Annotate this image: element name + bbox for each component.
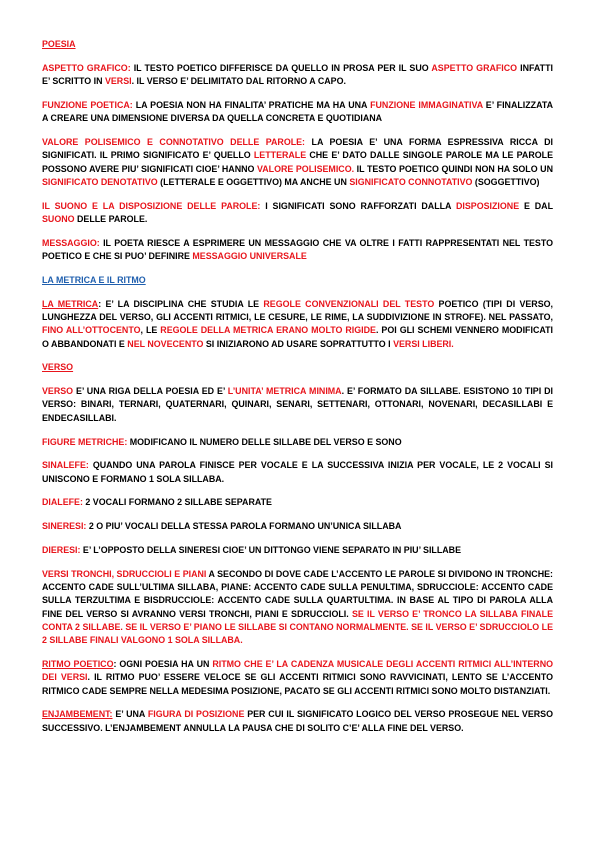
text-segment: . IL RITMO PUO’ ESSERE VELOCE SE GLI ACCENTI RITMICI SONO RAVVICINATI, LENTO SE L’ACCENTO RITMICO CADE SEMPRE NELLA MEDESIMA POSIZIONE, PACATO SE GLI ACCENTI RITMICI SONO MOLTO DISTANZIATI. bbox=[42, 672, 553, 696]
paragraph-sineresi bbox=[42, 520, 553, 533]
text-segment: SINALEFE: bbox=[42, 460, 89, 471]
text-segment: FIGURA DI POSIZIONE bbox=[147, 709, 245, 720]
text-segment: LA METRICA bbox=[42, 298, 99, 309]
text-segment: ASPETTO GRAFICO bbox=[431, 62, 518, 73]
text-segment: VERSO bbox=[42, 362, 74, 373]
paragraph-figure-metriche bbox=[42, 436, 553, 449]
text-segment: IL SUONO E LA DISPOSIZIONE DELLE PAROLE: bbox=[42, 200, 261, 211]
text-segment: VERSI LIBERI. bbox=[393, 338, 454, 349]
text-segment: SIGNIFICATO CONNOTATIVO bbox=[349, 176, 473, 187]
text-segment: SINERESI: bbox=[42, 521, 87, 532]
text-segment: DISPOSIZIONE bbox=[456, 200, 520, 211]
text-segment: LA POESIA NON HA FINALITA’ PRATICHE MA HA UNA bbox=[132, 99, 371, 110]
text-segment: VERSI TRONCHI, SDRUCCIOLI E PIANI bbox=[42, 568, 207, 579]
text-segment: (LETTERALE E OGGETTIVO) MA ANCHE UN bbox=[157, 176, 350, 187]
text-segment: MODIFICANO IL NUMERO DELLE SILLABE DEL VERSO E SONO bbox=[127, 436, 402, 447]
text-segment: NEL NOVECENTO bbox=[127, 338, 204, 349]
text-segment: E DAL bbox=[519, 200, 554, 211]
text-segment: MESSAGGIO UNIVERSALE bbox=[192, 251, 307, 262]
text-segment: SIGNIFICATO DENOTATIVO bbox=[42, 176, 158, 187]
text-segment: POESIA bbox=[42, 39, 76, 49]
text-segment: 2 O PIU’ VOCALI DELLA STESSA PAROLA FORMANO UN’UNICA SILLABA bbox=[86, 521, 402, 532]
text-segment: VALORE POLISEMICO E CONNOTATIVO DELLE PAROLE: bbox=[42, 136, 306, 147]
heading-metrica-ritmo bbox=[42, 274, 553, 287]
paragraph-ritmo-poetico bbox=[42, 658, 553, 698]
text-segment: FIGURE METRICHE: bbox=[42, 436, 128, 447]
paragraph-versi-tronchi bbox=[42, 568, 553, 648]
text-segment: FUNZIONE IMMAGINATIVA bbox=[370, 99, 483, 110]
text-segment: E’ L’OPPOSTO DELLA SINERESI CIOE’ UN DITTONGO VIENE SEPARATO IN PIU’ SILLABE bbox=[80, 545, 461, 556]
text-segment: REGOLE DELLA METRICA ERANO MOLTO RIGIDE bbox=[160, 325, 376, 336]
text-segment: VERSO bbox=[42, 386, 74, 397]
text-segment: : E’ LA DISCIPLINA CHE STUDIA LE bbox=[98, 298, 264, 309]
paragraph-dieresi bbox=[42, 544, 553, 557]
text-segment: QUANDO UNA PAROLA FINISCE PER VOCALE E LA SUCCESSIVA INIZIA PER VOCALE, LE 2 VOCALI SI UNISCONO E FORMANO 1 SOLA SILLABA. bbox=[42, 460, 553, 484]
text-segment: RITMO POETICO bbox=[42, 659, 114, 670]
text-segment: SUONO bbox=[42, 213, 75, 224]
text-segment: , LE bbox=[140, 325, 161, 336]
text-segment: SI INIZIARONO AD USARE SOPRATTUTTO I bbox=[203, 338, 394, 349]
paragraph-aspetto-grafico bbox=[42, 62, 553, 89]
text-segment: IL POETA RIESCE A ESPRIMERE UN MESSAGGIO CHE VA OLTRE I FATTI RAPPRESENTATI NEL TESTO POETICO E CHE SI PUO’ DEFINIRE bbox=[42, 237, 553, 262]
text-segment: DIALEFE: bbox=[42, 497, 83, 508]
paragraph-metrica bbox=[42, 298, 553, 351]
heading-poesia bbox=[42, 38, 553, 51]
document-page bbox=[42, 38, 553, 746]
heading-verso bbox=[42, 361, 553, 374]
text-segment: IL TESTO POETICO DIFFERISCE DA QUELLO IN PROSA PER IL SUO bbox=[130, 62, 432, 73]
text-segment: L’UNITA’ METRICA MINIMA bbox=[227, 386, 342, 397]
text-segment: MESSAGGIO: bbox=[42, 237, 100, 248]
paragraph-dialefe bbox=[42, 496, 553, 509]
text-segment: A SECONDO DI DOVE CADE L’ACCENTO LE PAROLE SI DIVIDONO IN TRONCHE: ACCENTO CADE SULL’ULTIMA SILLABA, PIANE: ACCENTO CADE SULLA PENULTIMA, SDRUCCIOLE: ACCENTO CADE SULLA TERZULTIMA E BISDRUCCIOLE: ACCENTO CADE SULLA QUARTULTIMA. IN BASE AL TIPO DI PAROLA ALLA FINE DEL VERSO SI AVRANNO VERSI TRONCHI, PIANI E SDRUCCIOLI. bbox=[42, 568, 554, 619]
paragraph-verso bbox=[42, 385, 553, 425]
text-segment: E’ FINALIZZATA A CREARE UNA DIMENSIONE DIVERSA DA QUELLA CONCRETA E QUOTIDIANA bbox=[42, 99, 554, 124]
text-segment: SE IL VERSO E’ TRONCO LA SILLABA FINALE CONTA 2 SILLABE. SE IL VERSO E’ PIANO LE SILLABE SI CONTANO NORMALMENTE. SE IL VERSO E’ SDRUCCIOLO LE 2 SILLABE FINALI VALGONO 1 SOLA SILLABA. bbox=[42, 608, 553, 646]
text-segment: DIERESI: bbox=[42, 545, 81, 556]
text-segment: ENJAMBEMENT: bbox=[42, 709, 113, 720]
text-segment: ASPETTO GRAFICO: bbox=[42, 62, 131, 73]
text-segment: E’ UNA bbox=[112, 709, 148, 720]
text-segment: VALORE POLISEMICO. bbox=[256, 163, 355, 174]
paragraph-valore-polisemico bbox=[42, 136, 553, 189]
paragraph-enjambement bbox=[42, 708, 553, 735]
text-segment: INFATTI E’ SCRITTO IN bbox=[42, 62, 553, 87]
text-segment: E’ UNA RIGA DELLA POESIA ED E’ bbox=[73, 386, 228, 397]
text-segment: . IL VERSO E’ DELIMITATO DAL RITORNO A CAPO. bbox=[131, 76, 346, 87]
text-segment: POETICO (TIPI DI VERSO, LUNGHEZZA DEL VERSO, GLI ACCENTI RITMICI, LE CESURE, LE RIME, LA SUDDIVIZIONE IN STROFE). NEL PASSATO, bbox=[42, 298, 553, 322]
text-segment: 2 VOCALI FORMANO 2 SILLABE SEPARATE bbox=[82, 497, 272, 508]
text-segment: IL TESTO POETICO QUINDI NON HA SOLO UN bbox=[354, 163, 553, 174]
text-segment: REGOLE CONVENZIONALI DEL TESTO bbox=[263, 298, 435, 309]
text-segment: FINO ALL’OTTOCENTO bbox=[42, 325, 141, 336]
paragraph-suono-disposizione bbox=[42, 200, 553, 227]
text-segment: RITMO CHE E’ LA CADENZA MUSICALE DEGLI ACCENTI RITMICI ALL’INTERNO DEI VERSI bbox=[42, 659, 554, 683]
text-segment: . E’ FORMATO DA SILLABE. ESISTONO 10 TIPI DI VERSO: BINARI, TERNARI, QUATERNARI, QUINARI, SENARI, SETTENARI, OTTONARI, NOVENARI, DECASILLABI E ENDECASILLABI. bbox=[42, 386, 553, 423]
text-segment: LA METRICA E IL RITMO bbox=[42, 274, 146, 285]
text-segment: . POI GLI SCHEMI VENNERO MODIFICATI O ABBANDONATI E bbox=[42, 325, 553, 349]
text-segment: LA POESIA E’ UNA FORMA ESPRESSIVA RICCA DI SIGNIFICATI. IL PRIMO SIGNIFICATO E’ QUELLO bbox=[42, 136, 554, 161]
text-segment: FUNZIONE POETICA: bbox=[42, 99, 133, 110]
text-segment: VERSI bbox=[104, 76, 132, 87]
paragraph-funzione-poetica bbox=[42, 99, 553, 126]
text-segment: CHE E’ DATO DALLE SINGOLE PAROLE MA LE PAROLE POSSONO AVERE PIU’ SIGNIFICATI CIOE’ HANNO bbox=[42, 150, 553, 174]
text-segment: DELLE PAROLE. bbox=[74, 213, 148, 224]
paragraph-messaggio bbox=[42, 237, 553, 264]
text-segment: LETTERALE bbox=[253, 150, 307, 161]
text-segment: I SIGNIFICATI SONO RAFFORZATI DALLA bbox=[260, 200, 456, 211]
paragraph-sinalefe bbox=[42, 459, 553, 486]
text-segment: : OGNI POESIA HA UN bbox=[113, 659, 213, 670]
text-segment: PER CUI IL SIGNIFICATO LOGICO DEL VERSO PROSEGUE NEL VERSO SUCCESSIVO. L’ENJAMBEMENT ANNULLA LA PAUSA CHE DI SOLITO C’E’ ALLA FINE DEL VERSO. bbox=[42, 709, 553, 733]
text-segment: (SOGGETTIVO) bbox=[472, 176, 540, 187]
